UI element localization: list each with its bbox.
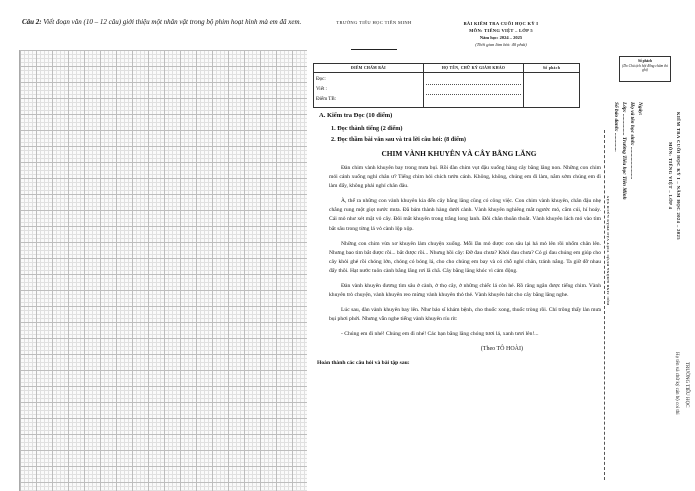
examiner-cells[interactable] <box>424 73 524 108</box>
right-page <box>313 0 695 491</box>
story-author: (Theo TÔ HOÀI) <box>480 345 523 352</box>
section-a-heading: A. Kiểm tra Đọc (10 điểm) <box>319 112 393 119</box>
info-name[interactable]: Họ và tên học sinh: ........................ <box>629 102 635 180</box>
exam-subject: MÔN: TIẾNG VIỆT – LỚP 5 <box>469 28 533 33</box>
story-paragraph: - Chúng em đi nhé! Chúng em đi nhé! Các bạn bằng lăng chóng tươi lá, xanh tươi lên!... <box>341 331 539 338</box>
score-row-writing: Viết : <box>316 87 327 92</box>
header-rule <box>351 49 397 50</box>
so-phach-note: (Do Chủ tịch hội đồng chấm thi ghi) <box>622 63 668 73</box>
phach-col-header: Số phách <box>524 64 580 73</box>
school-name: TRƯỜNG TIỂU HỌC TIÊN MINH <box>336 20 412 25</box>
spine-school <box>665 352 689 491</box>
cut-line-warning: HỌC SINH KHÔNG ĐƯỢC VIẾT VÀO PHẦN GẠCH NÀY <box>606 195 610 305</box>
story-paragraph: Đàn vành khuyên đương tìm sâu ở cành, ở thọ cây, ở những chiếc lá còn hé. Rồ răng ngân được tiếng chim. Vành khuyên trò chuyện, vành khuyên reo mừng vành khuyên thỏ thẻ. Vành khuyên hát cho cây bằng lăng nghe. <box>329 283 601 299</box>
exam-time: (Thời gian làm bài: 40 phút) <box>475 42 527 47</box>
info-class[interactable]: Lớp: ................ Trường Tiểu học Tiên Minh <box>621 102 627 200</box>
exercise-instruction: Hoàn thành các câu hỏi và bài tập sau: <box>317 359 410 366</box>
task-text: Viết đoạn văn (10 – 12 câu) giới thiệu một nhân vật trong bộ phim hoạt hình mà em đã xem. <box>43 18 302 26</box>
examiner-line <box>426 75 521 85</box>
exam-header <box>431 20 571 48</box>
info-sbd[interactable]: Số báo danh: .............. <box>613 102 619 152</box>
score-cells[interactable] <box>314 73 424 108</box>
story-paragraph: Những con chim vừa xơ khuyên làm chuyện xuống. Mỗi lần mỏ được con sâu lại há mỏ lên rồi nhổm chân lên. Nhưng bao tìm bắt được rồi... bắt được rồi... Nhưng hồi cây: Đỡ đau chưa? Khỏi đau chưa? Có gì đau chúng em giúp cho cây khỏi ghẻ rồi chóng lớn, chóng có bóng lá, cho cho chúng em bay và có chỗ nghỉ chân, tránh nắng. Ta giữ đỡ nhau đấy thôi. Hạt nước tuôn cành bằng lăng rơi lã chã. Cây bằng lăng khóc vì cảm động. <box>329 240 601 274</box>
score-row-average: Điểm TB: <box>316 97 337 102</box>
score-table <box>313 63 580 108</box>
spine-subject: MÔN: TIẾNG VIỆT – LỚP 4 <box>668 142 673 210</box>
reading-section <box>315 112 603 366</box>
spine-exam-title: KIỂM TRA CUỐI HỌC KỲ I – NĂM HỌC 2024 – 2025 <box>676 112 681 240</box>
student-info <box>613 102 643 402</box>
grid-writing-area[interactable] <box>19 50 307 491</box>
spine-signature: Họ tên và chữ ký cán bộ coi thi <box>674 352 679 415</box>
examiner-col-header: HỌ TÊN, CHỮ KÝ GIÁM KHẢO <box>424 64 524 73</box>
cut-line <box>604 130 605 480</box>
so-phach-label: Số phách <box>637 59 653 63</box>
phach-cell[interactable] <box>524 73 580 108</box>
school-header <box>319 20 429 50</box>
story-paragraph: À, thế ra những con vành khuyên kia đến cây bằng lăng cũng có công việc. Con chim vành khuyên, chân đậu nhẹ chẳng rung một giọt nước mưa. Đã bám thành hàng dưới cành. Vành khuyên nghiêng mắt ngước mỏ, cắm cúi, hí hoáy. Cái mỏ như xét mặt vỏ cây. Đôi mắt khuyên trong trắng long lanh. Đôi chân thoăn thoắt. Vành khuyên lách mỏ vào tìm bắt sâu trong từng lá vỏ cành lộp xộp. <box>329 198 601 232</box>
silent-reading-heading: 2. Đọc thầm bài văn sau và trả lời câu hỏi: (8 điểm) <box>331 136 466 143</box>
spine-school-name: TRƯỜNG TIỂU HỌC <box>684 362 689 408</box>
exam-title: BÀI KIỂM TRA CUỐI HỌC KỲ I <box>463 21 539 26</box>
score-col-header: ĐIỂM CHẤM BÀI <box>314 64 424 73</box>
writing-task <box>22 14 307 30</box>
examiner-line <box>426 85 521 95</box>
info-day: Ngày: <box>637 102 643 116</box>
score-row-reading: Đọc: <box>316 77 326 82</box>
left-page <box>0 0 310 491</box>
reading-aloud-heading: 1. Đọc thành tiếng (2 điểm) <box>331 125 403 132</box>
story-paragraph: Đàn chim vành khuyên bay trong mưa bụi. Rồi đàn chim vụt đậu xuống hàng cây bằng lăng non. Những con chim mỏi cánh xuống nghỉ chân ư? Tiếng chim hỏi chích tưởn cánh. Không, không, chúng em đi làm, nắm sớm chúng em đi làm đấy, không phải nghỉ chân đâu. <box>329 165 601 190</box>
so-phach-box <box>619 56 671 82</box>
story-paragraph: Lúc sau, đàn vành khuyên bay lên. Như bảo sĩ khám bệnh, cho thuốc xong, thuốc tròng rồi. Chỉ trông thấy làn mưa bụi phơi phới. Nhưng vẫn nghe tiếng vành khuyên ríu rít: <box>329 307 601 323</box>
story-title: CHIM VÀNH KHUYÊN VÀ CÂY BẰNG LĂNG <box>381 149 537 158</box>
task-number: Câu 2: <box>22 18 42 26</box>
school-year: Năm học: 2024 – 2025 <box>479 35 523 40</box>
